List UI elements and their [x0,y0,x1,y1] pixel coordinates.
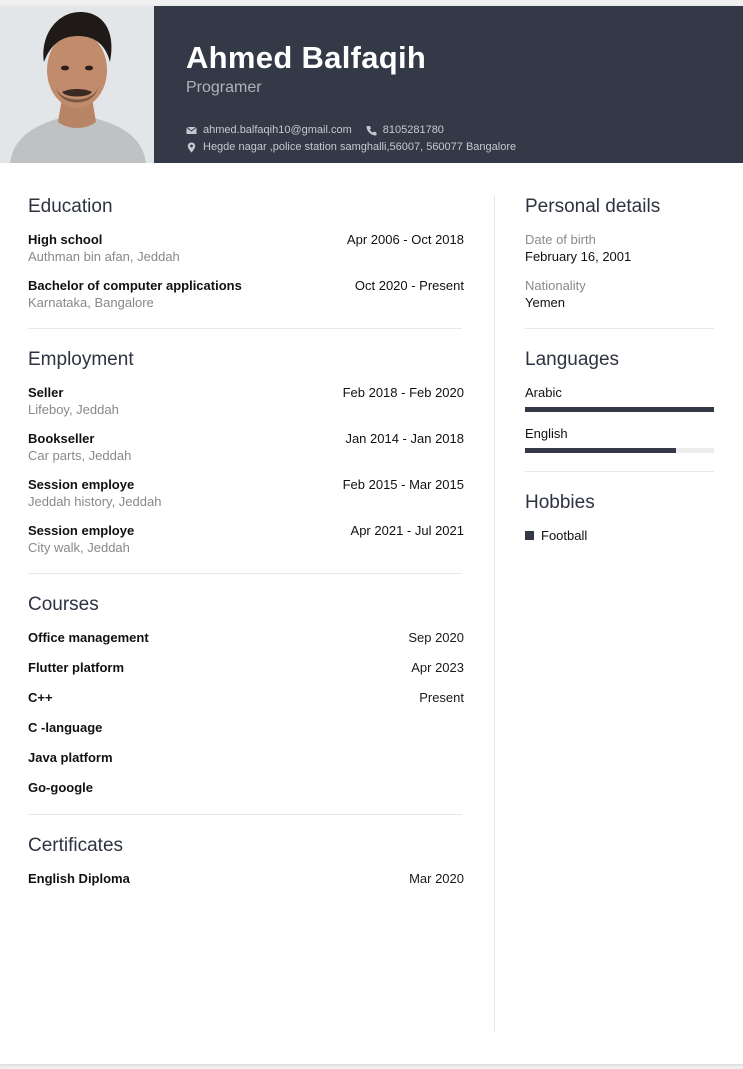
languages-section [525,349,714,453]
contact-email[interactable]: ahmed.balfaqih10@gmail.com [203,124,352,136]
entry-place: City walk, Jeddah [28,540,130,555]
resume-header [0,6,743,163]
entry-date: Feb 2015 - Mar 2015 [342,477,464,492]
education-entry [28,278,464,310]
entry-place: Authman bin afan, Jeddah [28,249,180,264]
language-level-fill [525,448,676,453]
entry-place: Karnataka, Bangalore [28,295,154,310]
course-entry [28,750,464,780]
entry-name: Session employe [28,477,135,492]
section-title-hobbies: Hobbies [525,492,595,513]
education-entry [28,232,464,264]
entry-date: Feb 2018 - Feb 2020 [342,385,464,400]
column-divider [494,196,495,1032]
entry-name: Seller [28,385,64,400]
certificate-name: English Diploma [28,871,130,886]
envelope-icon [186,125,197,136]
course-entry [28,660,464,690]
section-divider [28,328,462,329]
resume-name: Ahmed Balfaqih [186,40,427,75]
entry-name: High school [28,232,103,247]
course-entry [28,630,464,660]
language-level-fill [525,407,714,412]
employment-entry [28,431,464,463]
employment-entry [28,523,464,555]
entry-place: Car parts, Jeddah [28,448,132,463]
language-name: Arabic [525,385,562,400]
course-name: C++ [28,690,53,705]
contact-row-primary [186,124,444,136]
course-date: Sep 2020 [408,630,464,645]
hobbies-section [525,492,714,543]
education-section [28,196,464,310]
hobby-item [525,528,714,543]
hobby-name: Football [541,528,588,543]
section-divider [525,328,714,329]
resume-job-title: Programer [186,79,262,96]
personal-details-section [525,196,714,310]
nationality-value: Yemen [525,295,565,310]
course-date: Present [419,690,464,705]
entry-date: Oct 2020 - Present [354,278,464,293]
contact-address: Hegde nagar ,police station samghalli,56007, 560077 Bangalore [203,141,517,153]
language-entry [525,385,714,412]
entry-date: Apr 2006 - Oct 2018 [346,232,464,247]
section-title-employment: Employment [28,349,134,370]
entry-date: Apr 2021 - Jul 2021 [350,523,464,538]
employment-entry [28,385,464,417]
course-name: Flutter platform [28,660,125,675]
phone-icon [366,125,377,136]
course-entry [28,690,464,720]
course-date: Apr 2023 [411,660,464,675]
course-name: C -language [28,720,103,735]
dob-label: Date of birth [525,232,596,247]
course-name: Go-google [28,780,93,795]
bullet-square-icon [525,531,534,540]
map-pin-icon [186,142,197,153]
section-divider [525,471,714,472]
contact-phone[interactable]: 8105281780 [382,124,444,136]
course-name: Office management [28,630,149,645]
courses-section [28,594,464,810]
employment-entry [28,477,464,509]
certificate-entry [28,871,464,901]
language-entry [525,426,714,453]
side-column [525,196,714,543]
entry-place: Jeddah history, Jeddah [28,494,162,509]
section-title-certificates: Certificates [28,835,124,856]
entry-date: Jan 2014 - Jan 2018 [345,431,464,446]
course-name: Java platform [28,750,113,765]
entry-name: Bachelor of computer applications [28,278,242,293]
course-entry [28,720,464,750]
language-level-bar [525,407,714,412]
section-divider [28,573,462,574]
entry-name: Bookseller [28,431,95,446]
section-title-languages: Languages [525,349,620,370]
language-name: English [525,426,568,441]
contact-row-address [186,141,516,153]
profile-photo [0,6,154,163]
section-title-courses: Courses [28,594,99,615]
certificates-section [28,835,464,901]
resume-page [0,6,743,1064]
course-entry [28,780,464,810]
main-column [28,196,464,901]
certificate-date: Mar 2020 [409,871,464,886]
section-divider [28,814,462,815]
section-title-education: Education [28,196,113,217]
language-level-bar [525,448,714,453]
section-title-personal: Personal details [525,196,661,217]
dob-value: February 16, 2001 [525,249,632,264]
nationality-label: Nationality [525,278,586,293]
entry-place: Lifeboy, Jeddah [28,402,119,417]
employment-section [28,349,464,555]
entry-name: Session employe [28,523,135,538]
